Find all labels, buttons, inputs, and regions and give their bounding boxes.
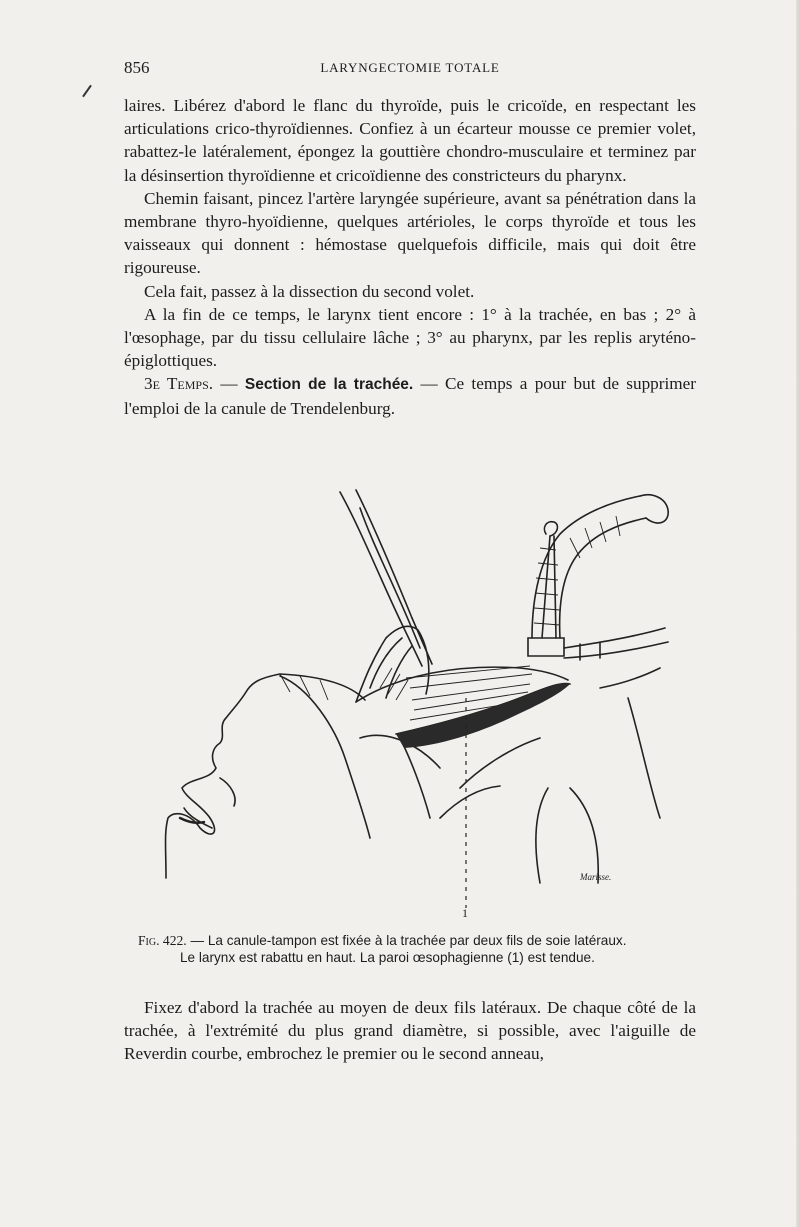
step-dash: —: [213, 374, 245, 394]
caption-line-2: Le larynx est rabattu en haut. La paroi œsophagienne (1) est tendue.: [180, 950, 595, 965]
running-head: [124, 58, 696, 82]
page-edge: [796, 0, 800, 1227]
margin-pencil-mark: [82, 85, 92, 98]
running-title: LARYNGECTOMIE TOTALE: [320, 60, 500, 75]
step-label: 3e Temps.: [144, 374, 214, 394]
paragraph-4: A la fin de ce temps, le larynx tient encore : 1° à la trachée, en bas ; 2° à l'œsophage, par du tissu cellulaire lâche ; 3° au pharynx, par les replis aryténo-épiglottiques.: [124, 304, 696, 371]
paragraph-5: [124, 372, 696, 419]
engraver-signature: Marisse.: [580, 872, 612, 882]
figure-caption: [138, 932, 708, 966]
surgical-illustration: [160, 488, 670, 908]
body-text-bottom: [124, 996, 696, 1066]
page-number: 856: [124, 58, 150, 77]
step-heading: Section de la trachée.: [244, 376, 414, 394]
paragraph-3: Cela fait, passez à la dissection du second volet.: [144, 281, 475, 301]
step-text: — Ce temps a pour but de supprimer l'emploi de la canule de Trendelenburg.: [124, 374, 696, 418]
caption-figure-label: Fig. 422.: [138, 933, 187, 948]
caption-text-1: — La canule-tampon est fixée à la trachée par deux fils de soie latéraux.: [186, 933, 627, 948]
body-text-top: [124, 94, 696, 420]
paragraph-6: Fixez d'abord la trachée au moyen de deux fils latéraux. De chaque côté de la trachée, à l'extrémité du plus grand diamètre, si possible, avec l'aiguille de Reverdin courbe, embrochez le premier ou le second anneau,: [124, 998, 696, 1064]
figure-callout-number: 1: [462, 906, 468, 920]
caption-line-1: [138, 932, 708, 949]
illustration-drawing: [160, 488, 670, 908]
paragraph-2: Chemin faisant, pincez l'artère laryngée supérieure, avant sa pénétration dans la membrane thyro-hyoïdienne, quelques artérioles, le corps thyroïde et tous les vaisseaux qui donnent : hémostase quelquefois difficile, mais qui doit être rigoureuse.: [124, 188, 696, 278]
paragraph-1: laires. Libérez d'abord le flanc du thyroïde, puis le cricoïde, en respectant les articulations crico-thyroïdiennes. Confiez à un écarteur mousse ce premier volet, rabattez-le latéralement, épongez la gouttière chondro-musculaire et terminez par la désinsertion thyroïdienne et cricoïdienne des constricteurs du pharynx.: [124, 96, 696, 185]
